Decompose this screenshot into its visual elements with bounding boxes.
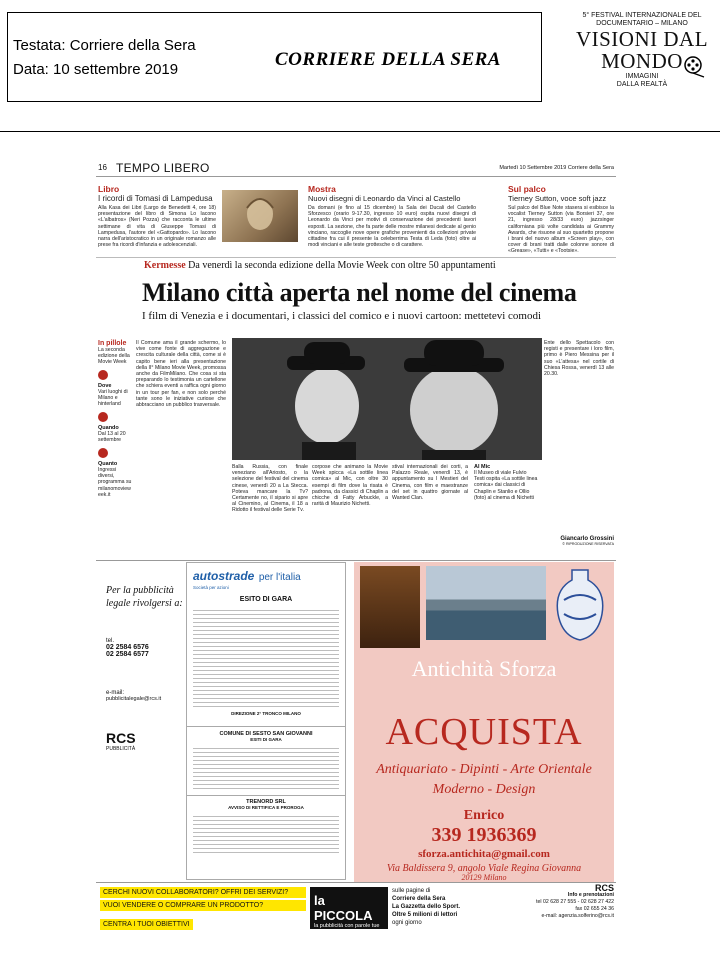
mostra-title: Nuovi disegni di Leonardo da Vinci al Castello (308, 194, 461, 203)
piccola-q2: VUOI VENDERE O COMPRARE UN PRODOTTO? (100, 900, 306, 911)
ad-separator (96, 560, 616, 561)
newspaper-clip (96, 160, 616, 940)
piccola-cta: CENTRA I TUOI OBIETTIVI (100, 919, 193, 930)
page-date: Martedì 10 Settembre 2019 Corriere della Sera (499, 165, 614, 171)
palco-body: Sul palco del Blue Note stasera si esibisce la vocalist Tierney Sutton (via Borsieri 37, ore 21, ingresso 28/33 euro) jazzsinger californiana più volte candidata ai Grammy Awards, che risuone al suo quartetto propone i brani del nuovo album «Screen play», con cover di brani tratti dalle colonne sonore di «Grease», «Tutti» e «Tootsie». (508, 205, 614, 255)
ad-legal (106, 580, 186, 880)
header-rule (0, 131, 720, 132)
caption-text: Il Museo di viale Fulvio Testi ospita «La sottile linea comica» dai classici di Chaplin e Stanlio e Ollio (foto) al cinema di Nichetti (474, 470, 538, 501)
pillole-title: In pillole (98, 340, 127, 347)
comune-text-block (193, 745, 339, 789)
paper2: La Gazzetta dello Sport. (392, 904, 461, 910)
piccola-logo (310, 887, 388, 929)
comune-title: COMUNE DI SESTO SAN GIOVANNI (187, 726, 345, 737)
subhead: I film di Venezia e i documentari, i classici del comico e i nuovi cartoon: mettetevi comodi (142, 310, 542, 322)
trenord-text-block (193, 813, 339, 853)
piccola-papers (392, 887, 502, 927)
quando-label: Quando (98, 425, 119, 431)
ad-piccola (96, 882, 616, 941)
info-label: Info e prenotazioni (567, 892, 614, 898)
sforza-phone: 339 1936369 (431, 824, 537, 846)
autostrade-brand2: per l'italia (258, 572, 301, 583)
festival-title-line2: MONDO (601, 49, 683, 73)
leda-drawing-image (222, 190, 298, 242)
testata-line: Testata: Corriere della Sera (13, 37, 196, 54)
autostrade-sub: Società per azioni (193, 585, 229, 590)
autostrade-logo (187, 563, 345, 590)
piccola-rcs: RCS (594, 883, 614, 893)
libro-label: Libro (98, 184, 120, 194)
ticket-icon (98, 448, 108, 458)
article-col3: corpose che animano la Movie Week spicca «La sottile linea comica» al Mic, con oltre 30 esempi di film dove la risata è padrona, da classici di Chaplin a chicche di Fatty Arbuckle, a rarità di Maurizio Nichetti. (312, 464, 388, 508)
info-fax: fax 02 655 24 36 (575, 906, 614, 912)
libro-box (98, 184, 216, 257)
laurel-hardy-photo (232, 338, 542, 460)
quanto-label: Quanto (98, 461, 118, 467)
legal-tel2: 02 2584 6577 (106, 651, 149, 658)
corriere-logo: CORRIERE DELLA SERA (275, 49, 501, 70)
sforza-acquista: ACQUISTA (385, 711, 583, 753)
piccola-name: la PICCOLA (314, 893, 373, 923)
kicker-line (144, 260, 496, 271)
sforza-address1: Via Baldissera 9, angolo Viale Regina Giovanna (386, 863, 582, 874)
main-rule (96, 257, 616, 258)
article-col4: stival internazionali dei corti, a Palazzo Reale, venerdì 13, è appuntamento su I Mestieri del Cinema, con film e maestranze del set in quattro giornate al Wanted Clan. (392, 464, 468, 502)
data-line: Data: 10 settembre 2019 (13, 61, 179, 78)
esito-text-block (193, 607, 339, 707)
kicker-label: Kermesse (144, 260, 186, 271)
page-topbar (96, 160, 616, 177)
piccola-tagline: la pubblicità con parole tue (314, 923, 380, 929)
info-mail: e-mail: agenzia.solferino@rcs.it (541, 913, 614, 919)
photo-caption (474, 464, 538, 530)
piccola-q1: CERCHI NUOVI COLLABORATORI? OFFRI DEI SERVIZI? (100, 887, 306, 898)
festival-sub1: IMMAGINI (625, 73, 659, 80)
venice-painting-image (426, 566, 546, 640)
copyright: © RIPRODUZIONE RISERVATA (562, 542, 614, 546)
legal-email-label: e-mail: (106, 690, 125, 696)
festival-title-line1: VISIONI DAL (575, 27, 709, 51)
mostra-label: Mostra (308, 184, 336, 194)
location-pin-icon (98, 370, 108, 380)
festival-top-text: 5° FESTIVAL INTERNAZIONALE DEL DOCUMENTARIO – MILANO (582, 12, 702, 27)
comune-sub: ESITI DI GARA (250, 737, 282, 742)
legal-tel1: 02 2584 6576 (106, 644, 149, 651)
festival-sub2: DALLA REALTÀ (616, 81, 668, 88)
dove-text: Vari luoghi di Milano e hinterland (98, 389, 128, 408)
mostra-box (308, 184, 476, 263)
byline: Giancarlo Grossini (560, 536, 614, 542)
rcs-sub: PUBBLICITÀ (106, 746, 136, 752)
rcs-logo: RCS (106, 730, 136, 746)
legal-email: pubblicitalegale@rcs.it (106, 696, 162, 702)
piccola-questions (100, 887, 306, 931)
libro-body: Alla Kasa dei Libri (Largo de Benedetti 4, ore 18) presentazione del libro di Simona Lo Iacono «L'albatros» (Neri Pozza) che racconta le ultime settimane di vita di Giuseppe Tomasi di Lampedusa, l'autore del «Gattopardo». Lo Iacono narra dell'aristocratico in un originale romanzo alle prese fra ricordi d'infanzia e adolescenziali. (98, 205, 216, 249)
pages-label: sulle pagine di (392, 888, 431, 894)
palco-box (508, 184, 614, 263)
mostra-body: Da domani (e fino al 15 dicembre) la Sala dei Ducali del Castello Sforzesco (orario 9-17.30, ingresso 10 euro) ospita nuovi disegni di Leonardo da Vinci per motivi di conservazione dei precedenti lavori esposti. La sezione, che fa parte delle mostre milanesi dedicate al genio vinciano, raccoglie nove opere grafiche provenienti da collezioni private cittadine fra cui il presente la celeberrima Testa di Leda (foto) oltre ai modi vinciani e alle teste grottesche o di carattere. (308, 205, 476, 249)
legal-heading: Per la pubblicità legale rivolgersi a: (106, 585, 183, 609)
sforza-name: Antichità Sforza (411, 656, 557, 681)
esito-director: DIREZIONE 2° TRONCO MILANO (231, 711, 301, 716)
sforza-line2: Moderno - Design (432, 782, 536, 797)
chinese-vase-image (552, 566, 608, 644)
ad-antichita-sforza (354, 562, 614, 882)
trenord-sub: AVVISO DI RETTIFICA E PROROGA (228, 805, 304, 810)
daily: ogni giorno (392, 920, 422, 926)
quanto-text: Ingressi diversi, programma su milanomoview eek.it (98, 467, 132, 498)
article-col1: Il Comune ama il grande schermo, lo vive come fonte di aggregazione e crescita culturale della città, come si è capito bene ieri alla presentazione della II° Milano Movie Week, promossa anche da FilmMilano. Che cosa si sta preparando lo testimonia un cartellone che schiera eventi a raffica ogni giorno in un tour per fan, e non solo perché tante sono le iniziative curiose che abbracciano un pubblico trasversale. (136, 340, 226, 409)
byline-box (544, 536, 614, 546)
ad-esito-gara (186, 562, 346, 880)
section-name: TEMPO LIBERO (116, 161, 210, 175)
trenord-title: TRENORD SRL (187, 795, 345, 805)
sforza-line1: Antiquariato - Dipinti - Arte Orientale (376, 762, 592, 777)
sforza-contact: Enrico (463, 808, 505, 823)
quando-text: Dal 13 al 20 settembre (98, 431, 126, 444)
info-tel: tel 02 628 27 555 - 02 628 27 422 (536, 899, 614, 905)
autostrade-brand: autostrade (193, 569, 255, 583)
piccola-info (506, 885, 614, 920)
readers: Oltre 5 milioni di lettori (392, 912, 458, 918)
caption-title: Al Mic (474, 464, 491, 470)
film-reel-icon (684, 56, 706, 78)
kicker-text: Da venerdì la seconda edizione della Movie Week con oltre 50 appuntamenti (188, 260, 496, 271)
legal-tel-label: tel. (106, 638, 115, 644)
page-number: 16 (98, 163, 107, 172)
festival-logo (572, 12, 712, 122)
palco-label: Sul palco (508, 184, 546, 194)
sforza-address2: 20129 Milano (461, 873, 507, 882)
pillole-intro: La seconda edizione della Movie Week (98, 347, 130, 366)
antique-furniture-image (360, 566, 420, 648)
paper1: Corriere della Sera (392, 896, 446, 902)
pillole-sidebar (98, 340, 132, 498)
sforza-email: sforza.antichita@gmail.com (418, 848, 550, 860)
article-col5-box (544, 340, 614, 554)
esito-title: ESITO DI GARA (239, 596, 293, 603)
headline: Milano città aperta nel nome del cinema (142, 278, 577, 307)
article-col2: Balla Russia, con finale veneziano all'Ariosto, o la selezione del festival del cinema cinese, venerdì 20 a La Stecca. Poteva mancare la Tv? Certamente no, il sipario si apre al Cinemino, al Cinema, il 18 a Ridotto il festival delle Serie Tv. (232, 464, 308, 514)
libro-title: I ricordi di Tomasi di Lampedusa (98, 194, 213, 203)
calendar-icon (98, 412, 108, 422)
dove-label: Dove (98, 383, 112, 389)
article-col5: Ente dello Spettacolo con registi e presentare i loro film, primo è Piero Messina per il suo «L'attesa» nel cortile di Chiesa Rossa, venerdì 13 alle 20.30. (544, 340, 614, 378)
palco-title: Tierney Sutton, voce soft jazz (508, 194, 607, 203)
